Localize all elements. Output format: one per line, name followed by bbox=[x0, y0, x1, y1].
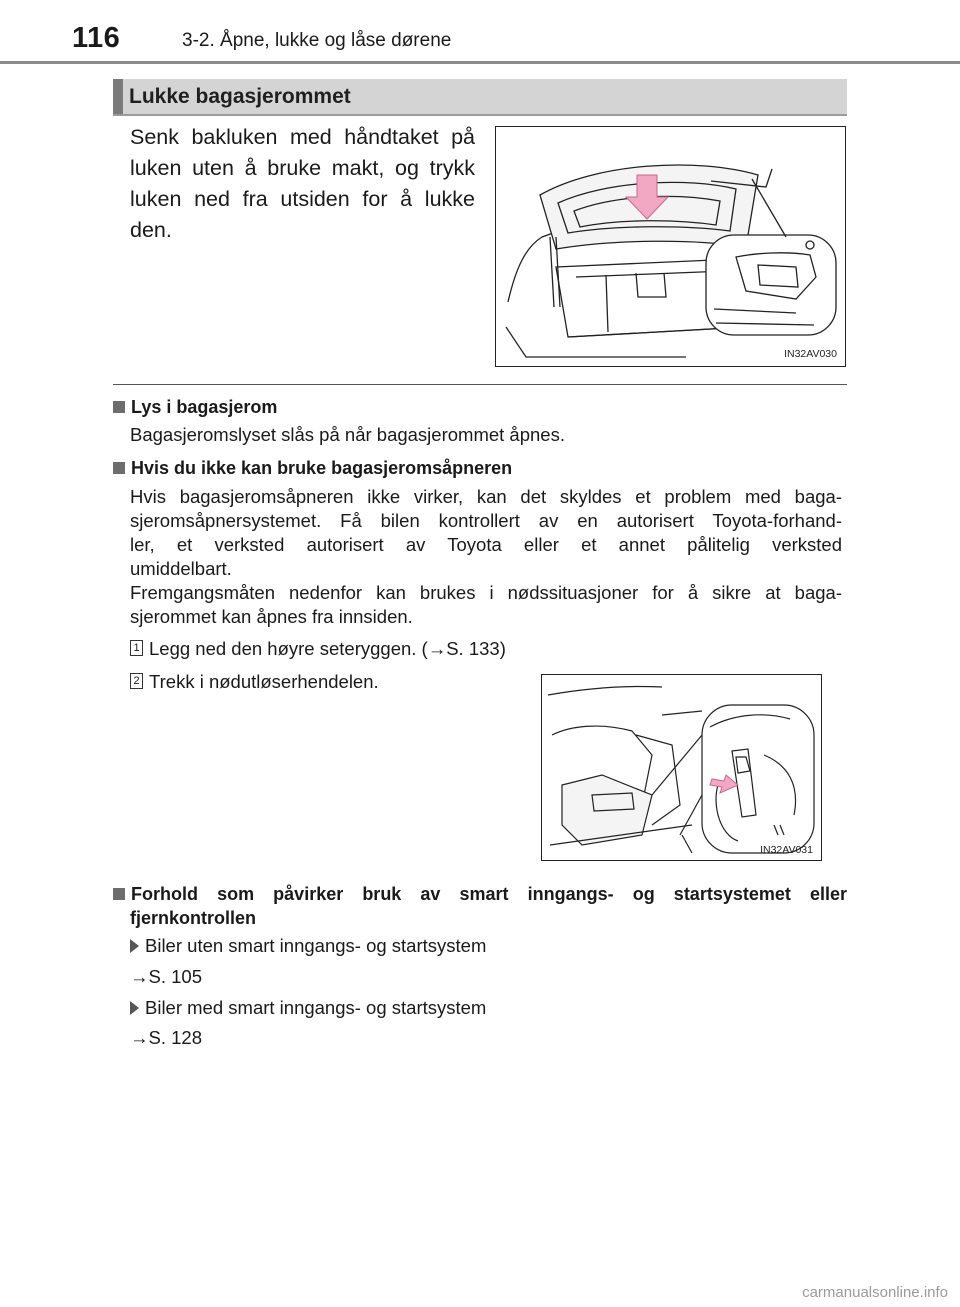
hvis-line: umiddelbart. bbox=[130, 558, 232, 579]
intro-line: luken uten å bruke makt, og trykk bbox=[130, 156, 475, 180]
square-bullet-icon bbox=[113, 462, 125, 474]
page-reference bbox=[130, 965, 202, 989]
page-number: 116 bbox=[72, 22, 121, 54]
list-item bbox=[130, 934, 486, 958]
trunk-closing-illustration bbox=[495, 126, 846, 367]
intro-line: Senk bakluken med håndtaket på bbox=[130, 125, 475, 149]
hvis-heading-text: Hvis du ikke kan bruke bagasjeromsåpneren bbox=[131, 458, 513, 478]
lys-heading bbox=[113, 395, 277, 419]
page-reference-text: →S. 128 bbox=[130, 1027, 202, 1048]
forhold-heading-line: fjernkontrollen bbox=[130, 908, 257, 928]
section-accent bbox=[113, 79, 123, 114]
chapter-title: 3-2. Åpne, lukke og låse dørene bbox=[182, 30, 452, 51]
intro-paragraph bbox=[130, 122, 475, 246]
section-title: Lukke bagasjerommet bbox=[129, 85, 351, 108]
release-lever-illustration bbox=[541, 674, 822, 861]
hvis-line: ler, et verksted autorisert av Toyota eller et annet pålitelig verksted bbox=[130, 534, 842, 555]
hvis-line: sjeromsåpnersystemet. Få bilen kontrollert av en autorisert Toyota-forhand- bbox=[130, 510, 842, 531]
lys-text-line: Bagasjeromslyset slås på når bagasjerommet åpnes. bbox=[130, 424, 565, 445]
square-bullet-icon bbox=[113, 401, 125, 413]
page-reference bbox=[130, 1026, 202, 1050]
header-rule bbox=[0, 61, 960, 64]
hvis-heading bbox=[113, 456, 512, 480]
lys-heading-text: Lys i bagasjerom bbox=[131, 397, 278, 417]
hvis-line: Fremgangsmåten nedenfor kan brukes i nødssituasjoner for å sikre at baga- bbox=[130, 582, 842, 603]
step-text: Trekk i nødutløserhendelen. bbox=[149, 671, 379, 692]
step-text: Legg ned den høyre seteryggen. (→S. 133) bbox=[149, 638, 506, 659]
triangle-bullet-icon bbox=[130, 939, 139, 953]
intro-line: den. bbox=[130, 218, 172, 242]
section-title-bar bbox=[113, 79, 847, 114]
list-item bbox=[130, 996, 486, 1020]
watermark: carmanualsonline.info bbox=[802, 1284, 948, 1301]
forhold-heading-cont bbox=[130, 906, 256, 930]
list-item-label: Biler med smart inngangs- og startsystem bbox=[145, 997, 487, 1018]
figure-code: IN32AV030 bbox=[784, 348, 837, 360]
forhold-heading bbox=[113, 882, 847, 906]
step-number-box: 1 bbox=[130, 640, 143, 656]
triangle-bullet-icon bbox=[130, 1001, 139, 1015]
trunk-lid-drawing bbox=[496, 127, 847, 368]
step-number-box: 2 bbox=[130, 673, 143, 689]
hvis-line: sjerommet kan åpnes fra innsiden. bbox=[130, 606, 413, 627]
forhold-heading-line: Forhold som påvirker bruk av smart inngangs- og startsystemet eller bbox=[131, 884, 847, 904]
figure-code: IN32AV031 bbox=[760, 844, 813, 856]
hvis-paragraph bbox=[130, 485, 842, 629]
page-reference-text: →S. 105 bbox=[130, 966, 202, 987]
square-bullet-icon bbox=[113, 888, 125, 900]
hvis-line: Hvis bagasjeromsåpneren ikke virker, kan det skyldes et problem med baga- bbox=[130, 486, 842, 507]
intro-line: luken ned fra utsiden for å lukke bbox=[130, 187, 475, 211]
list-item-label: Biler uten smart inngangs- og startsystem bbox=[145, 935, 487, 956]
section-divider bbox=[113, 384, 847, 385]
page-header bbox=[0, 0, 960, 64]
section-rule bbox=[113, 114, 847, 116]
lys-text bbox=[130, 423, 842, 447]
release-lever-drawing bbox=[542, 675, 823, 862]
